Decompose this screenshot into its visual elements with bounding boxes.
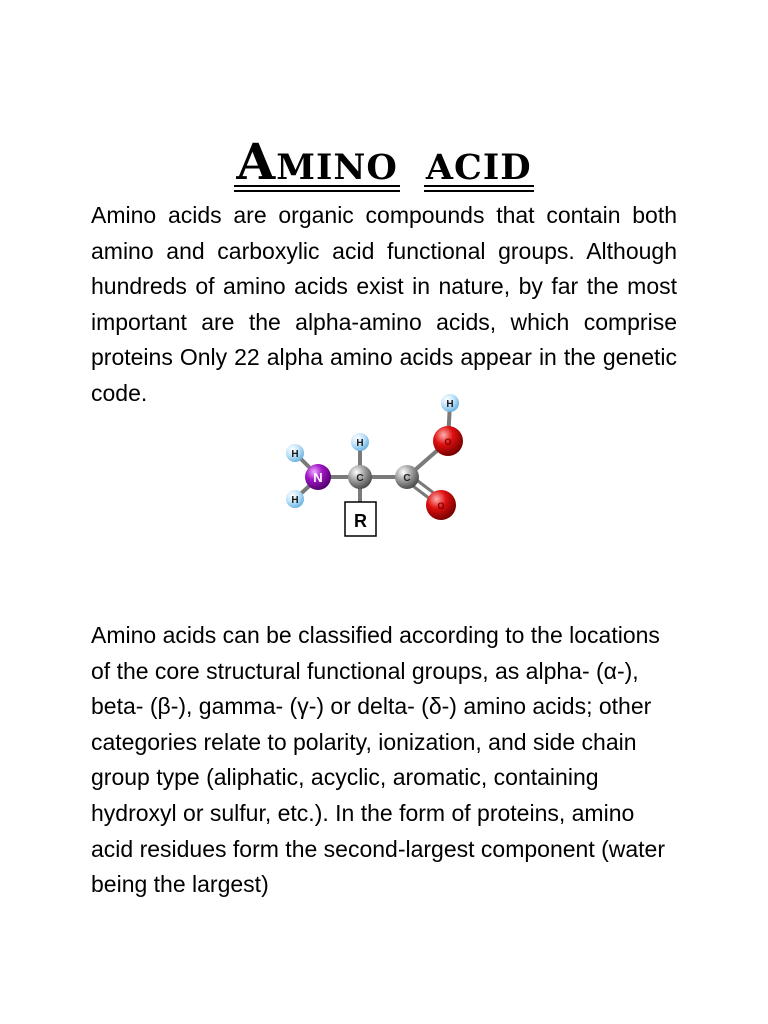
svg-text:C: C bbox=[356, 473, 364, 484]
svg-text:C: C bbox=[403, 473, 411, 484]
page-title bbox=[0, 132, 768, 192]
svg-text:R: R bbox=[354, 511, 367, 531]
svg-text:O: O bbox=[444, 437, 452, 447]
atom-o-hydroxyl bbox=[433, 426, 463, 456]
amino-acid-structure-diagram bbox=[276, 388, 476, 548]
atom-n-amino bbox=[305, 464, 331, 490]
atom-h-amino-top bbox=[286, 444, 304, 462]
svg-text:H: H bbox=[291, 449, 299, 460]
svg-text:N: N bbox=[313, 470, 323, 485]
title-word-amino: Amino bbox=[236, 131, 398, 191]
intro-paragraph: Amino acids are organic compounds that contain both amino and carboxylic acid functional groups. Although hundreds of amino acids exist in nature, by far the most important are the alpha-amino acids, which comprise proteins Only 22 alpha amino acids appear in the genetic code. bbox=[91, 202, 677, 406]
title-word-acid: acid bbox=[425, 131, 532, 191]
svg-text:H: H bbox=[356, 438, 364, 449]
svg-text:H: H bbox=[291, 495, 299, 506]
classification-paragraph: Amino acids can be classified according to the locations of the core structural functional groups, as alpha- (α-), beta- (β-), gamma- (γ-) or delta- (δ-) amino acids; other categories relate to polarity, ionization, and side chain group type (aliphatic, acyclic, aromatic, containing hydroxyl or sulfur, etc.). In the form of proteins, amino acid residues form the second-largest component (water being the largest) bbox=[91, 622, 666, 898]
svg-text:H: H bbox=[446, 399, 454, 410]
atom-c-carboxyl bbox=[395, 465, 419, 489]
svg-text:O: O bbox=[437, 501, 445, 511]
atom-h-top bbox=[351, 433, 369, 451]
atom-h-amino-bottom bbox=[286, 490, 304, 508]
atom-c-alpha bbox=[348, 465, 372, 489]
atom-o-carbonyl bbox=[426, 490, 456, 520]
atom-h-acid bbox=[441, 394, 459, 412]
r-group bbox=[345, 502, 376, 536]
